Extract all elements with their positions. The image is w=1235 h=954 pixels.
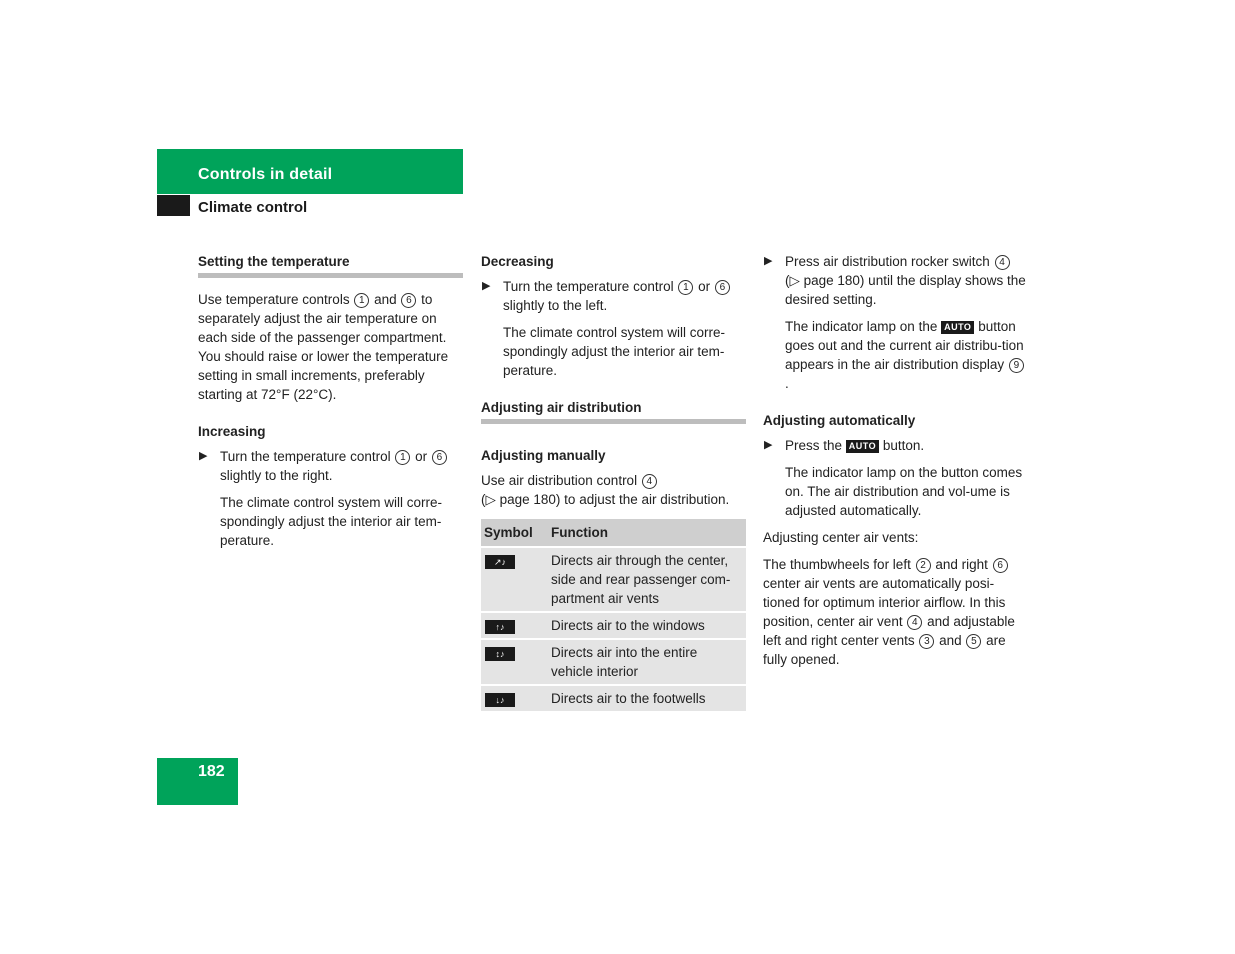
column-left [198,252,463,558]
vents-label: Adjusting center air vents: [763,530,919,545]
symbol-table [481,519,746,713]
heading-adjusting-manually: Adjusting manually [481,448,606,463]
column-right [763,252,1028,677]
table-row [481,685,746,712]
increasing-result: The climate control system will corre-spondingly adjust the interior air tem-perature. [220,495,443,548]
auto-button-icon: AUTO [941,321,974,334]
increasing-step: ▶ Turn the temperature control 1 or 6 slightly to the right. [198,447,463,485]
callout-1: 1 [395,450,410,465]
section-title: Controls in detail [198,166,333,183]
intro-paragraph: Use temperature controls 1 and 6 to separately adjust the air temperature on each side of the passenger compartment. You should raise or lower the temperature setting in small increments, preferably starting at 72°F (22°C). [198,292,449,402]
bullet-triangle-icon: ▶ [482,280,491,292]
function-text: Directs air through the center, side and rear passenger com-partment air vents [548,547,746,612]
callout-9: 9 [1009,358,1024,373]
vents-paragraph: The thumbwheels for left 2 and right 6 center air vents are automatically posi-tioned for optimum interior airflow. In this position, center air vent 4 and adjustable left and right center vents 3 and 5 are fully opened. [763,557,1015,667]
decreasing-result: The climate control system will corre-spondingly adjust the interior air tem-perature. [503,325,726,378]
rocker-result: The indicator lamp on the AUTO button goes out and the current air distribu-tion appears in the air distribution display 9. [785,319,1024,391]
subsection-title: Climate control [198,199,308,216]
callout-4: 4 [995,255,1010,270]
callout-5: 5 [966,634,981,649]
bullet-triangle-icon: ▶ [764,439,773,451]
callout-2: 2 [916,558,931,573]
heading-adjusting-automatically: Adjusting automatically [763,413,916,428]
table-row [481,612,746,639]
table-header-row [481,519,746,547]
heading-air-distribution: Adjusting air distribution [481,398,746,424]
center-side-vents-icon: ↗♪ [485,555,515,569]
heading-decreasing: Decreasing [481,254,554,269]
subsection-marker [157,195,190,216]
callout-6: 6 [401,293,416,308]
callout-4: 4 [642,474,657,489]
bullet-triangle-icon: ▶ [199,450,208,462]
manual-paragraph: Use air distribution control 4 (▷ page 180) to adjust the air distribution. [481,473,730,507]
auto-step: ▶ Press the AUTO button. [764,438,925,453]
table-row [481,547,746,612]
bullet-triangle-icon: ▶ [764,255,773,267]
callout-3: 3 [919,634,934,649]
all-vents-icon: ↕♪ [485,647,515,661]
auto-button-icon: AUTO [846,440,879,453]
footwell-vents-icon: ↓♪ [485,693,515,707]
auto-result: The indicator lamp on the button comes on. The air distribution and vol-ume is adjusted automatically. [785,465,1023,518]
windows-vents-icon: ↑♪ [485,620,515,634]
decreasing-step: ▶ Turn the temperature control 1 or 6 slightly to the left. [481,277,746,315]
callout-4: 4 [907,615,922,630]
table-row [481,639,746,685]
column-header-function: Function [548,519,746,547]
function-text: Directs air to the windows [548,612,746,639]
callout-6: 6 [993,558,1008,573]
page-number: 182 [198,763,225,780]
heading-setting-temperature: Setting the temperature [198,252,463,278]
rocker-step: ▶ Press air distribution rocker switch 4 (▷ page 180) until the display shows the desired setting. [764,254,1026,307]
column-header-symbol: Symbol [481,519,548,547]
callout-6: 6 [715,280,730,295]
callout-1: 1 [354,293,369,308]
callout-6: 6 [432,450,447,465]
function-text: Directs air to the footwells [548,685,746,712]
column-middle [481,252,746,713]
function-text: Directs air into the entire vehicle interior [548,639,746,685]
callout-1: 1 [678,280,693,295]
heading-increasing: Increasing [198,424,266,439]
